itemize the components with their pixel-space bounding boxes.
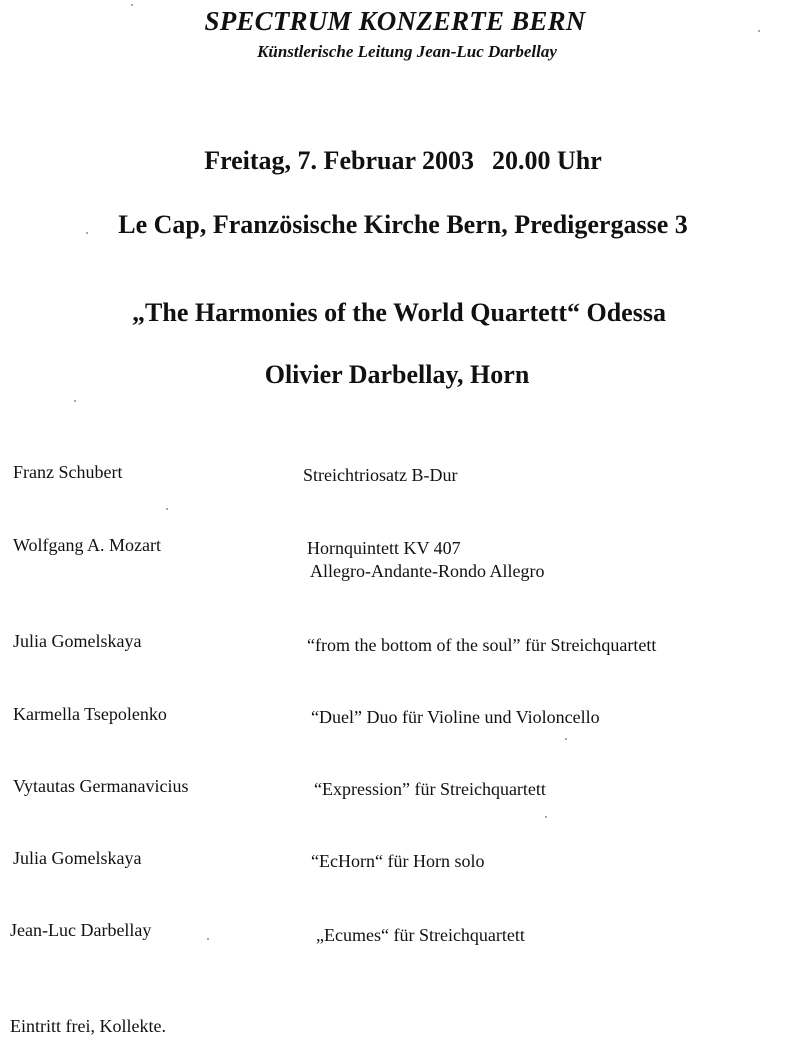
scan-speck <box>86 232 88 234</box>
scan-speck <box>758 30 760 32</box>
program-composer: Vytautas Germanavicius <box>13 776 189 796</box>
program-composer: Franz Schubert <box>13 462 123 482</box>
soloist-name: Olivier Darbellay, Horn <box>264 360 530 389</box>
event-time: 20.00 Uhr <box>492 146 602 175</box>
scan-speck <box>131 4 133 6</box>
program-composer: Karmella Tsepolenko <box>13 704 167 724</box>
series-title: SPECTRUM KONZERTE BERN <box>204 6 586 36</box>
program-work <box>307 634 656 657</box>
event-date-time <box>8 146 790 176</box>
program-work-title: “Expression” für Streichquartett <box>314 779 546 799</box>
program-composer: Julia Gomelskaya <box>13 848 142 868</box>
program-work-title: “Duel” Duo für Violine und Violoncello <box>311 707 600 727</box>
program-work <box>314 778 546 801</box>
scan-speck <box>207 938 209 940</box>
event-venue: Le Cap, Französische Kirche Bern, Predigergasse 3 <box>118 210 688 239</box>
scan-speck <box>74 400 76 402</box>
ensemble-name: „The Harmonies of the World Quartett“ Odessa <box>132 298 666 327</box>
program-work <box>316 924 525 947</box>
program-work-title: Streichtriosatz B-Dur <box>303 465 458 485</box>
program-work <box>303 464 457 487</box>
admission-note: Eintritt frei, Kollekte. <box>10 1016 166 1036</box>
event-date: Freitag, 7. Februar 2003 <box>204 146 475 175</box>
program-composer: Wolfgang A. Mozart <box>13 535 162 555</box>
program-composer: Jean-Luc Darbellay <box>10 920 152 940</box>
series-subtitle: Künstlerische Leitung Jean-Luc Darbellay <box>257 42 557 61</box>
program-composer: Julia Gomelskaya <box>13 631 142 651</box>
program-work-title: “EcHorn“ für Horn solo <box>311 851 485 871</box>
program-work-movements: Allegro-Andante-Rondo Allegro <box>310 561 545 581</box>
program-work <box>307 537 544 583</box>
program-work-title: „Ecumes“ für Streichquartett <box>316 925 525 945</box>
scan-speck <box>545 816 547 818</box>
program-work <box>311 850 484 873</box>
scan-speck <box>166 508 168 510</box>
program-work-title: “from the bottom of the soul” für Streichquartett <box>307 635 657 655</box>
program-work-title: Hornquintett KV 407 <box>307 538 461 558</box>
scan-speck <box>565 738 567 740</box>
program-work <box>311 706 600 729</box>
